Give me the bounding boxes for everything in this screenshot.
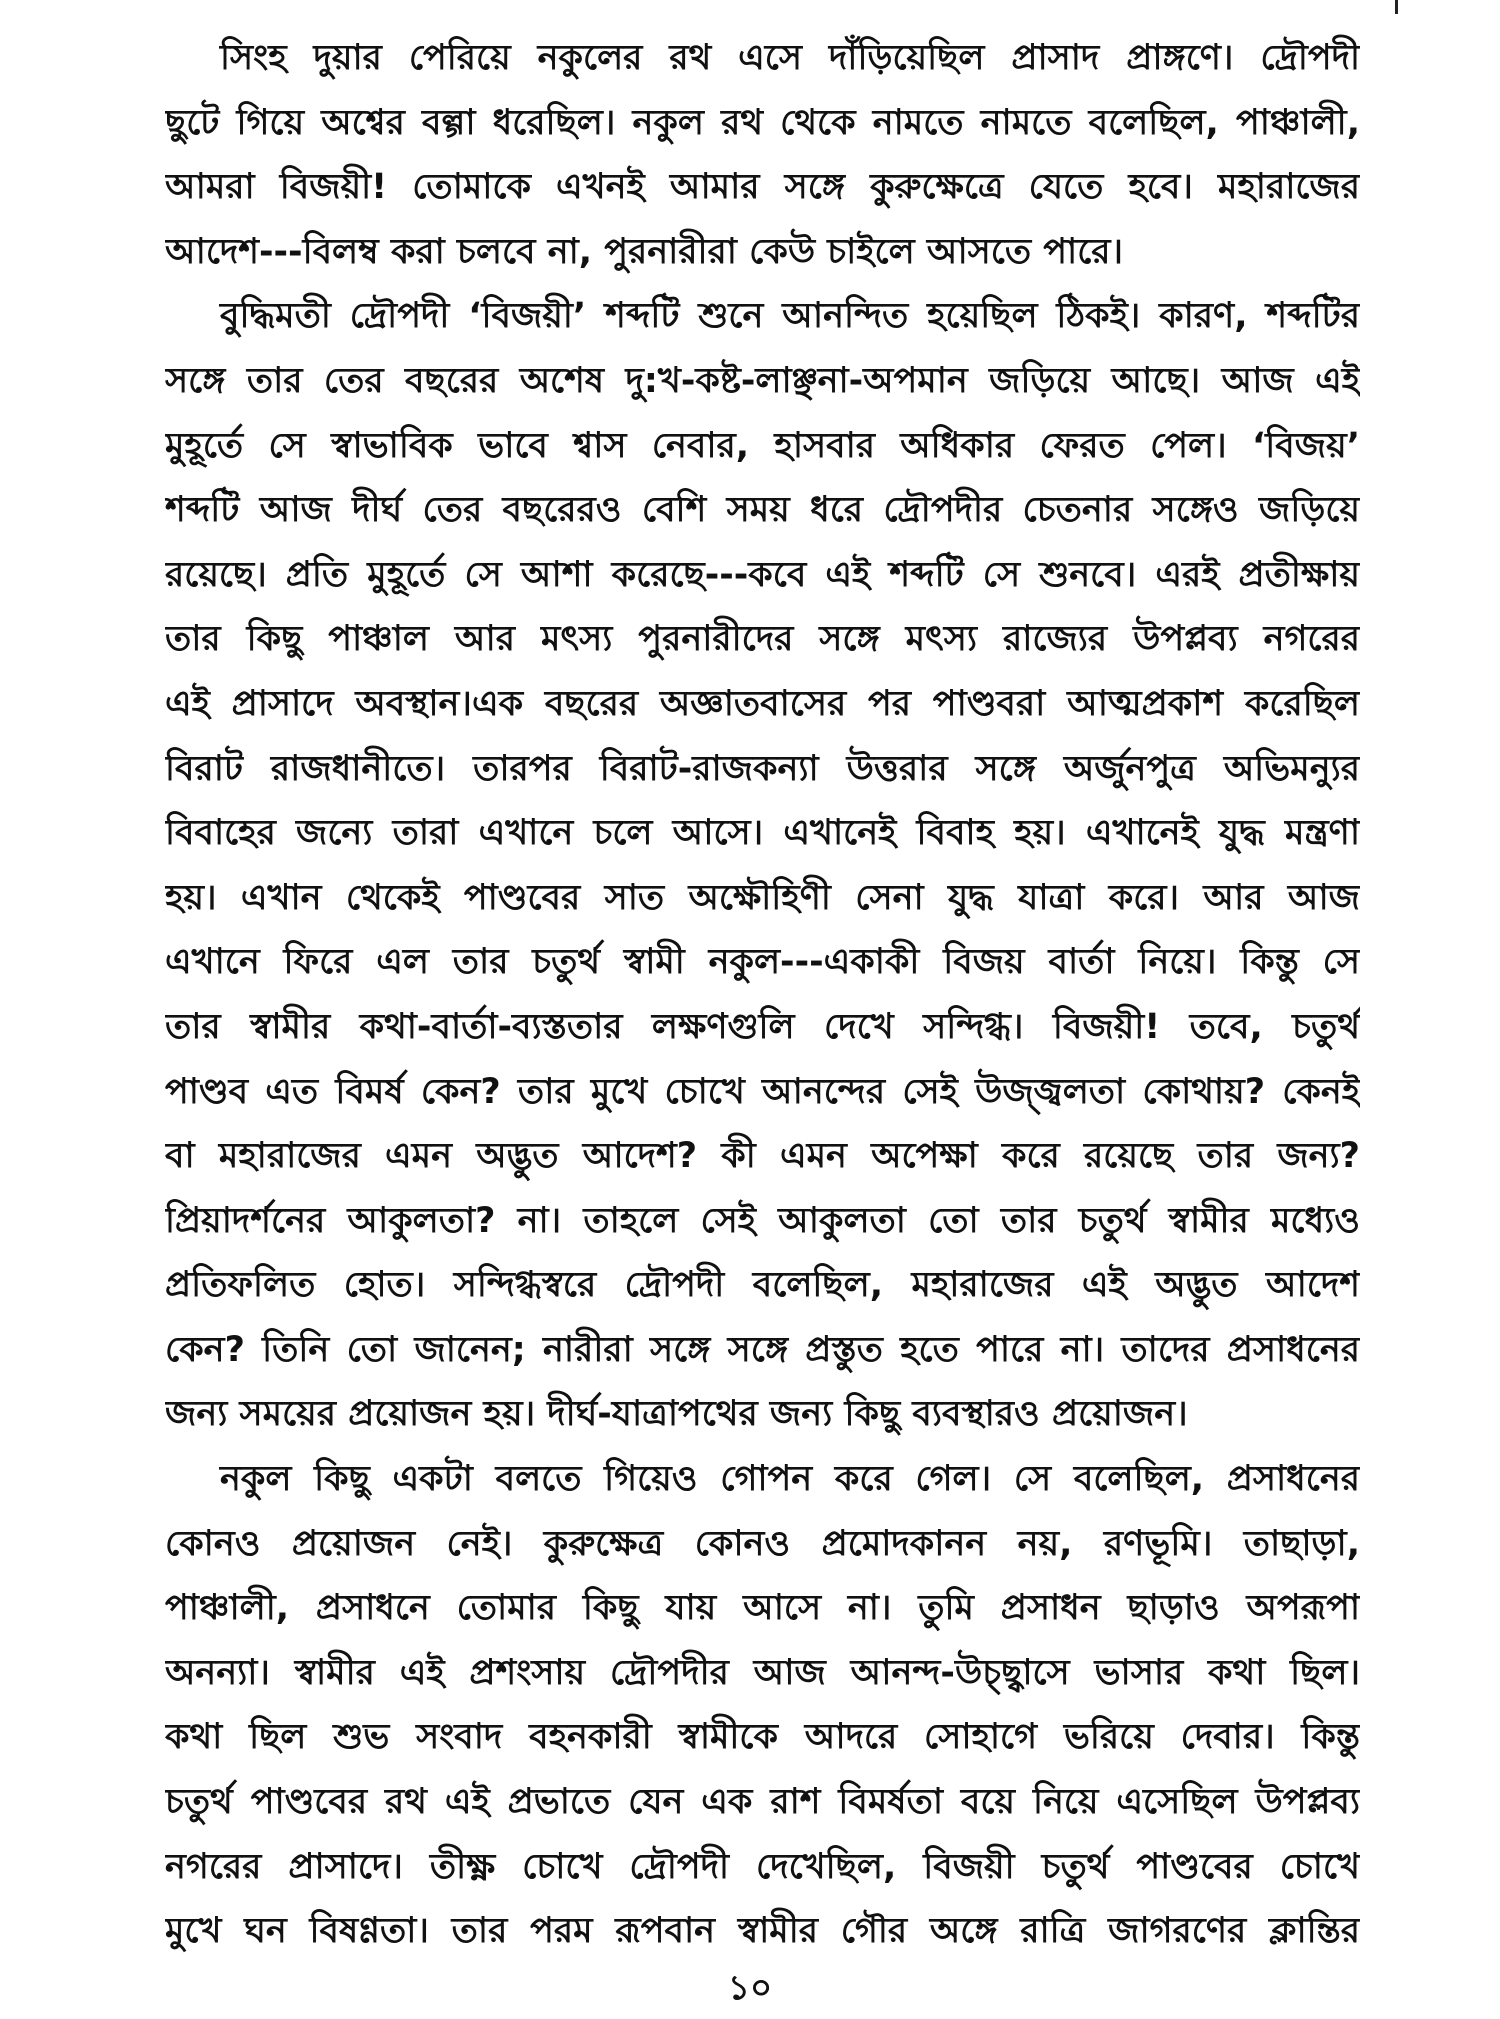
- text-line: বা মহারাজের এমন অদ্ভুত আদেশ? কী এমন অপেক্ষা করে রয়েছে তার জন্য?: [165, 1136, 1360, 1177]
- text-line: ছুটে গিয়ে অশ্বের বল্গা ধরেছিল। নকুল রথ থেকে নামতে নামতে বলেছিল, পাঞ্চালী,: [165, 102, 1360, 143]
- text-line: তার স্বামীর কথা-বার্তা-ব্যস্ততার লক্ষণগুলি দেখে সন্দিগ্ধ। বিজয়ী! তবে, চতুর্থ: [165, 1006, 1360, 1047]
- text-line: কোনও প্রয়োজন নেই। কুরুক্ষেত্র কোনও প্রমোদকানন নয়, রণভূমি। তাছাড়া,: [165, 1523, 1360, 1564]
- text-line: চতুর্থ পাণ্ডবের রথ এই প্রভাতে যেন এক রাশ বিমর্ষতা বয়ে নিয়ে এসেছিল উপপ্লব্য: [165, 1782, 1360, 1823]
- text-line: কেন? তিনি তো জানেন; নারীরা সঙ্গে সঙ্গে প্রস্তুত হতে পারে না। তাদের প্রসাধনের: [165, 1329, 1360, 1370]
- text-line: সঙ্গে তার তের বছরের অশেষ দু:খ-কষ্ট-লাঞ্ছনা-অপমান জড়িয়ে আছে। আজ এই: [165, 360, 1360, 401]
- text-line: পাণ্ডব এত বিমর্ষ কেন? তার মুখে চোখে আনন্দের সেই উজ্জ্বলতা কোথায়? কেনই: [165, 1071, 1360, 1112]
- text-line: মুখে ঘন বিষণ্ণতা। তার পরম রূপবান স্বামীর গৌর অঙ্গে রাত্রি জাগরণের ক্লান্তির: [165, 1911, 1360, 1952]
- text-line: হয়। এখান থেকেই পাণ্ডবের সাত অক্ষৌহিণী সেনা যুদ্ধ যাত্রা করে। আর আজ: [165, 877, 1360, 918]
- page-body-text: [165, 26, 1360, 1964]
- text-line: নগরের প্রাসাদে। তীক্ষ্ণ চোখে দ্রৌপদী দেখেছিল, বিজয়ী চতুর্থ পাণ্ডবের চোখে: [165, 1846, 1360, 1887]
- text-line: তার কিছু পাঞ্চাল আর মৎস্য পুরনারীদের সঙ্গে মৎস্য রাজ্যের উপপ্লব্য নগরের: [165, 619, 1360, 660]
- text-line: অনন্যা। স্বামীর এই প্রশংসায় দ্রৌপদীর আজ আনন্দ-উচ্ছ্বাসে ভাসার কথা ছিল।: [165, 1652, 1360, 1693]
- text-line: প্রিয়াদর্শনের আকুলতা? না। তাহলে সেই আকুলতা তো তার চতুর্থ স্বামীর মধ্যেও: [165, 1200, 1360, 1241]
- text-line: সিংহ দুয়ার পেরিয়ে নকুলের রথ এসে দাঁড়িয়েছিল প্রাসাদ প্রাঙ্গণে। দ্রৌপদী: [220, 38, 1360, 78]
- text-line: পাঞ্চালী, প্রসাধনে তোমার কিছু যায় আসে না। তুমি প্রসাধন ছাড়াও অপরূপা: [165, 1588, 1360, 1629]
- scan-speck: [1395, 0, 1398, 14]
- text-line: আমরা বিজয়ী! তোমাকে এখনই আমার সঙ্গে কুরুক্ষেত্রে যেতে হবে। মহারাজের: [165, 167, 1360, 208]
- text-line: নকুল কিছু একটা বলতে গিয়েও গোপন করে গেল। সে বলেছিল, প্রসাধনের: [220, 1459, 1360, 1500]
- text-line: এখানে ফিরে এল তার চতুর্থ স্বামী নকুল---একাকী বিজয় বার্তা নিয়ে। কিন্তু সে: [165, 942, 1360, 983]
- text-line: রয়েছে। প্রতি মুহূর্তে সে আশা করেছে---কবে এই শব্দটি সে শুনবে। এরই প্রতীক্ষায়: [165, 554, 1360, 595]
- text-line: জন্য সময়ের প্রয়োজন হয়। দীর্ঘ-যাত্রাপথের জন্য কিছু ব্যবস্থারও প্রয়োজন।: [165, 1394, 1188, 1435]
- text-line: মুহূর্তে সে স্বাভাবিক ভাবে শ্বাস নেবার, হাসবার অধিকার ফেরত পেল। ‘বিজয়’: [165, 425, 1360, 466]
- text-line: শব্দটি আজ দীর্ঘ তের বছরেরও বেশি সময় ধরে দ্রৌপদীর চেতনার সঙ্গেও জড়িয়ে: [165, 490, 1360, 531]
- text-line: বিবাহের জন্যে তারা এখানে চলে আসে। এখানেই বিবাহ হয়। এখানেই যুদ্ধ মন্ত্রণা: [165, 813, 1360, 854]
- text-line: বিরাট রাজধানীতে। তারপর বিরাট-রাজকন্যা উত্তরার সঙ্গে অর্জুনপুত্র অভিমন্যুর: [165, 748, 1360, 789]
- text-line: এই প্রাসাদে অবস্থান।এক বছরের অজ্ঞাতবাসের পর পাণ্ডবরা আত্মপ্রকাশ করেছিল: [165, 683, 1360, 724]
- text-line: আদেশ---বিলম্ব করা চলবে না, পুরনারীরা কেউ চাইলে আসতে পারে।: [165, 231, 1124, 272]
- text-line: কথা ছিল শুভ সংবাদ বহনকারী স্বামীকে আদরে সোহাগে ভরিয়ে দেবার। কিন্তু: [165, 1717, 1360, 1758]
- text-line: প্রতিফলিত হোত। সন্দিগ্ধস্বরে দ্রৌপদী বলেছিল, মহারাজের এই অদ্ভুত আদেশ: [165, 1265, 1360, 1306]
- text-line: বুদ্ধিমতী দ্রৌপদী ‘বিজয়ী’ শব্দটি শুনে আনন্দিত হয়েছিল ঠিকই। কারণ, শব্দটির: [220, 296, 1360, 337]
- page-number: ১০: [727, 1968, 773, 2008]
